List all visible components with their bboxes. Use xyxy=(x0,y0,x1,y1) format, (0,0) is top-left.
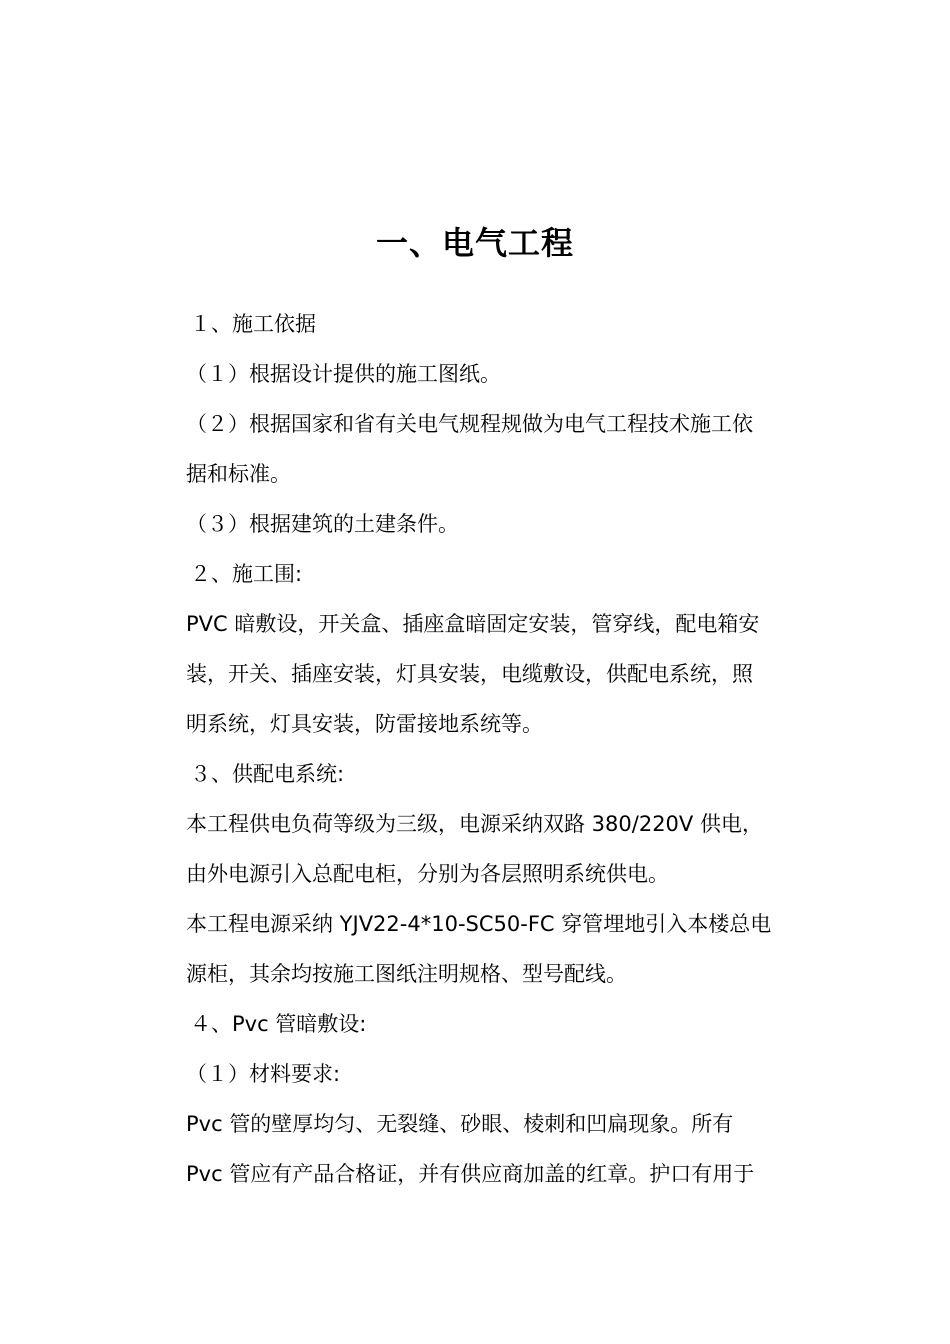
document-title: 一、电气工程 xyxy=(375,224,574,262)
paragraph-line: Pvc 管应有产品合格证，并有供应商加盖的红章。护口有用于 xyxy=(186,1162,755,1186)
document-body xyxy=(186,299,826,1199)
paragraph-line: （２）根据国家和省有关电气规程规做为电气工程技术施工依 xyxy=(186,412,753,436)
paragraph-line: （１）材料要求: xyxy=(186,1062,341,1086)
paragraph-line: 本工程供电负荷等级为三级，电源采纳双路 380/220V 供电， xyxy=(186,812,763,836)
paragraph-line: 由外电源引入总配电柜，分别为各层照明系统供电。 xyxy=(186,862,669,886)
paragraph-line: 明系统，灯具安装，防雷接地系统等。 xyxy=(186,712,543,736)
paragraph-line: （３）根据建筑的土建条件。 xyxy=(186,512,459,536)
section-heading-scope: ２、施工围: xyxy=(190,562,303,586)
section-heading-power-supply: ３、供配电系统: xyxy=(190,762,345,786)
paragraph-line: Pvc 管的壁厚均匀、无裂缝、砂眼、棱刺和凹扁现象。所有 xyxy=(186,1112,734,1136)
section-heading-pvc-conduit: ４、Pvc 管暗敷设: xyxy=(190,1012,367,1036)
paragraph-line: 据和标准。 xyxy=(186,462,291,486)
paragraph-line: 本工程电源采纳 YJV22-4*10-SC50-FC 穿管埋地引入本楼总电 xyxy=(186,912,772,936)
paragraph-line: （１）根据设计提供的施工图纸。 xyxy=(186,362,501,386)
paragraph-line: PVC 暗敷设，开关盒、插座盒暗固定安装，管穿线，配电箱安 xyxy=(186,612,760,636)
paragraph-line: 装，开关、插座安装，灯具安装，电缆敷设，供配电系统，照 xyxy=(186,662,753,686)
section-heading-basis: １、施工依据 xyxy=(190,312,316,336)
paragraph-line: 源柜，其余均按施工图纸注明规格、型号配线。 xyxy=(186,962,627,986)
